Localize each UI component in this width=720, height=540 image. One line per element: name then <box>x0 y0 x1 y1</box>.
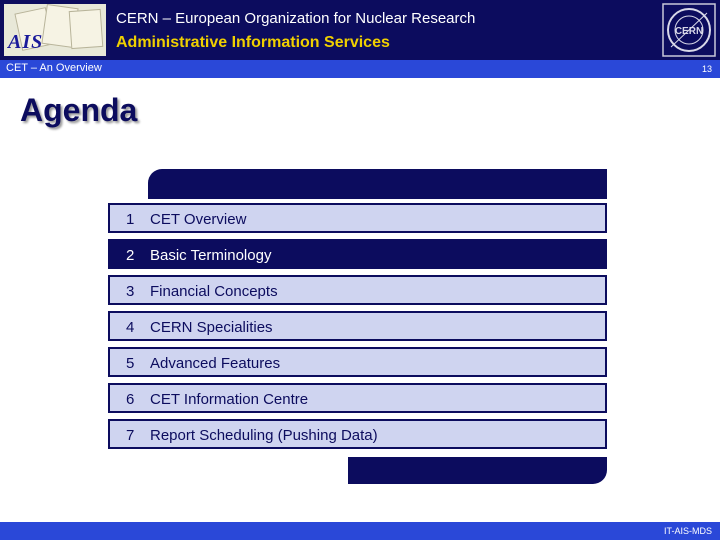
agenda-item-label: Basic Terminology <box>150 247 272 264</box>
agenda-item-5[interactable] <box>108 347 607 377</box>
decorative-band-top <box>148 169 607 199</box>
agenda-item-number: 5 <box>126 355 135 372</box>
cern-logo-icon <box>662 3 716 57</box>
ais-logo <box>4 4 106 56</box>
agenda-item-number: 4 <box>126 319 135 336</box>
agenda-item-label: Advanced Features <box>150 355 281 372</box>
agenda-item-number: 1 <box>126 211 135 228</box>
page-title: Agenda <box>20 92 138 128</box>
section-bar <box>0 60 720 78</box>
department-name: Administrative Information Services <box>116 34 390 51</box>
agenda-item-label: CET Overview <box>150 211 247 228</box>
section-title: CET – An Overview <box>6 62 102 74</box>
agenda-item-number: 6 <box>126 391 135 408</box>
footer-label: IT-AIS-MDS <box>663 526 712 536</box>
agenda-item-label: CERN Specialities <box>150 319 273 336</box>
agenda-item-label: Financial Concepts <box>150 283 278 300</box>
slide-footer <box>0 522 720 540</box>
cern-logo-text: CERN <box>674 26 704 37</box>
agenda-list <box>108 203 607 455</box>
agenda-item-4[interactable] <box>108 311 607 341</box>
agenda-item-1[interactable] <box>108 203 607 233</box>
page-number: 13 <box>701 64 712 74</box>
agenda-item-3[interactable] <box>108 275 607 305</box>
agenda-item-label: CET Information Centre <box>150 391 309 408</box>
agenda-item-6[interactable] <box>108 383 607 413</box>
organization-name: CERN – European Organization for Nuclear Research <box>116 10 476 27</box>
agenda-item-number: 2 <box>126 247 135 264</box>
decorative-band-bottom <box>348 457 607 484</box>
agenda-item-label: Report Scheduling (Pushing Data) <box>150 427 378 444</box>
ais-logo-text: AIS <box>8 31 44 53</box>
agenda-item-7[interactable] <box>108 419 607 449</box>
agenda-item-2[interactable] <box>108 239 607 269</box>
agenda-item-number: 3 <box>126 283 135 300</box>
slide-header <box>0 0 720 60</box>
agenda-item-number: 7 <box>126 427 135 444</box>
